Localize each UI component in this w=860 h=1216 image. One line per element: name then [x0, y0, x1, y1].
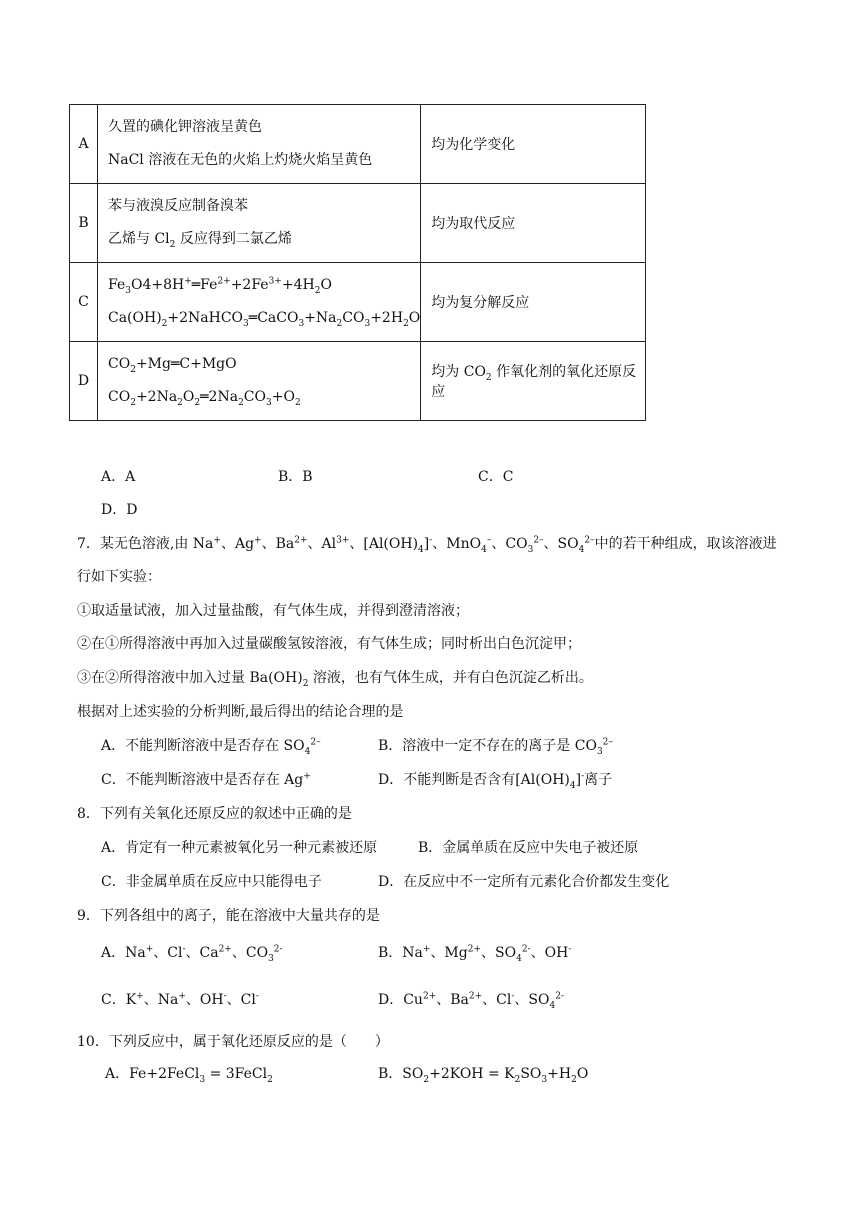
q10-option-a[interactable]: A．Fe+2FeCl$_3$ = 3FeCl$_2$ — [105, 1066, 273, 1085]
row-statements — [98, 263, 421, 342]
q8-option-a[interactable]: A．肯定有一种元素被氧化另一种元素被还原 — [101, 840, 378, 856]
row-conclusion: 均为 $CO_2$ 作氧化剂的氧化还原反应 — [421, 342, 646, 421]
q8-option-d[interactable]: D．在反应中不一定所有元素化合价都发生变化 — [378, 874, 670, 890]
row-statements — [98, 184, 421, 263]
equation-1: $Fe_3O4+8H^+═Fe^{2+}+2Fe^{3+}+4H_2O$ — [108, 276, 332, 296]
statement-2: NaCl 溶液在无色的火焰上灼烧火焰呈黄色 — [108, 152, 373, 168]
q10-option-b[interactable]: B．$SO_2+2KOH = K_2SO_3+H_2O$ — [378, 1066, 589, 1085]
q7-stem-line2: 行如下实验： — [77, 569, 161, 585]
row-letter: C — [70, 263, 98, 342]
row-letter: B — [70, 184, 98, 263]
q7-conclusion: 根据对上述实验的分析判断,最后得出的结论合理的是 — [77, 704, 404, 720]
table-row — [70, 184, 646, 263]
q7-option-d[interactable]: D．不能判断是否含有$[Al(OH)_4]^-$离子 — [378, 771, 613, 791]
row-conclusion: 均为化学变化 — [421, 105, 646, 184]
row-letter: D — [70, 342, 98, 421]
statement-1: 久置的碘化钾溶液呈黄色 — [108, 119, 262, 135]
row-statements — [98, 342, 421, 421]
q6-option-c[interactable]: C．C — [478, 469, 514, 485]
q9-stem: 9．下列各组中的离子，能在溶液中大量共存的是 — [77, 908, 380, 924]
q9-option-a[interactable]: A．Na+、Cl-、$Ca^{2+}$、$CO_3^{2-}$ — [101, 944, 283, 964]
q10-stem: 10．下列反应中，属于氧化还原反应的是（ ） — [77, 1034, 389, 1050]
q8-stem: 8．下列有关氧化还原反应的叙述中正确的是 — [77, 806, 352, 822]
table-row — [70, 263, 646, 342]
equation-2: $CO_2+2Na_2O_2═2Na_2CO_3+O_2$ — [108, 389, 301, 408]
q7-stem: 7．某无色溶液,由 Na+、Ag+、$Ba^{2+}$、$Al^{3+}$、$[Al(OH)_4]^-$、MnO$_4$–、$CO_3^{2-}$、$SO_4^{2-}$中的若干种组成，取该溶液进 — [77, 535, 777, 555]
row-conclusion: 均为取代反应 — [421, 184, 646, 263]
table-row — [70, 342, 646, 421]
equation-1: $CO_2+Mg═C+MgO$ — [108, 356, 237, 375]
q8-option-b[interactable]: B．金属单质在反应中失电子被还原 — [418, 840, 639, 856]
q8-option-c[interactable]: C．非金属单质在反应中只能得电子 — [101, 874, 322, 890]
q9-option-d[interactable]: D．$Cu^{2+}$、$Ba^{2+}$、Cl-、$SO_4^{2-}$ — [378, 991, 564, 1011]
q7-option-c[interactable]: C．不能判断溶液中是否存在 Ag+ — [101, 771, 311, 788]
q6-option-a[interactable]: A．A — [101, 469, 136, 485]
table-row — [70, 105, 646, 184]
q7-step2: ②在①所得溶液中再加入过量碳酸氢铵溶液，有气体生成；同时析出白色沉淀甲； — [77, 636, 581, 652]
q9-option-c[interactable]: C．K+、Na+、OH-、Cl- — [101, 991, 259, 1008]
statement-2: 乙烯与 $Cl_2$ 反应得到二氯乙烯 — [108, 231, 292, 250]
row-conclusion: 均为复分解反应 — [421, 263, 646, 342]
q7-option-a[interactable]: A．不能判断溶液中是否存在 $SO_4^{2-}$ — [101, 737, 321, 757]
equation-2: $Ca(OH)_2+2NaHCO_3═CaCO_3+Na_2CO_3+2H_2O$ — [108, 310, 421, 329]
q7-option-b[interactable]: B．溶液中一定不存在的离子是 $CO_3^{2-}$ — [378, 737, 613, 757]
q7-step3: ③在②所得溶液中加入过量 $Ba(OH)_2$ 溶液，也有气体生成，并有白色沉淀乙析出。 — [77, 670, 593, 689]
row-statements — [98, 105, 421, 184]
q6-option-d[interactable]: D．D — [101, 502, 138, 518]
row-letter: A — [70, 105, 98, 184]
q7-step1: ①取适量试液，加入过量盐酸，有气体生成，并得到澄清溶液； — [77, 603, 469, 619]
question6-table — [69, 104, 646, 421]
q6-option-b[interactable]: B．B — [278, 469, 313, 485]
statement-1: 苯与液溴反应制备溴苯 — [108, 198, 248, 214]
q9-option-b[interactable]: B．Na+、$Mg^{2+}$、$SO_4^{2-}$、OH- — [378, 944, 572, 964]
